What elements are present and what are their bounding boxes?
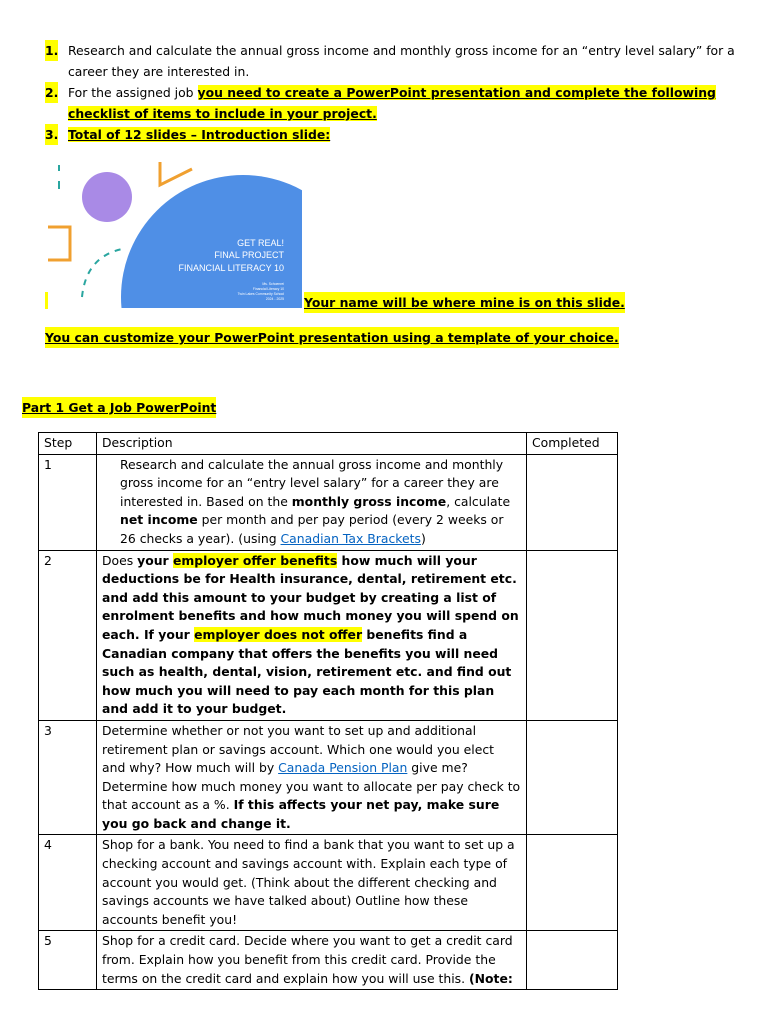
list-item-1-text: Research and calculate the annual gross income and monthly gross income for an “entry level salary” for a career they are interested in. [68,43,735,79]
checklist-table [38,432,618,990]
desc-highlight: employer offer benefits [172,552,338,568]
table-row [39,550,618,720]
step-description [97,720,527,835]
desc-text: , calculate [446,493,511,509]
desc-text: Research and calculate the annual gross income and monthly gross income for an “entry level salary” for a career they are interested in. Based on the [120,456,504,509]
desc-bold: (Note: [469,970,513,986]
desc-bold: monthly gross income [291,493,447,509]
table-row [39,931,618,990]
slide-author-line-4: 2024 - 2025 [265,297,284,301]
completed-cell[interactable] [527,454,618,550]
slide-title-line-1: GET REAL! [237,238,284,248]
table-header-row [39,433,618,455]
step-number: 3 [39,720,97,835]
list-item-2 [45,82,745,124]
table-row [39,720,618,835]
step-description [97,454,527,550]
name-note: Your name will be where mine is on this slide. [304,292,625,313]
desc-text: Determine whether or not you want to set up and additional retirement plan or savings account. Which one would you elect and why? How much will by [102,722,495,776]
header-description: Description [97,433,527,455]
step-number: 5 [39,931,97,990]
table-row [39,454,618,550]
instruction-list [45,40,745,145]
step-description [97,835,527,931]
customize-note: You can customize your PowerPoint presentation using a template of your choice. [45,327,619,348]
canada-pension-plan-link[interactable]: Canada Pension Plan [278,760,408,776]
list-number-2: 2. [45,82,58,103]
desc-text: Shop for a credit card. Decide where you want to get a credit card from. Explain how you benefit from this credit card. Provide the terms on the credit card and explain how you will use this. [102,933,513,986]
slide-title-line-3: FINANCIAL LITERACY 10 [178,263,284,273]
canadian-tax-brackets-link[interactable]: Canadian Tax Brackets [280,530,421,546]
list-item-3 [45,124,745,145]
step-number: 4 [39,835,97,931]
orange-angle-shape [160,162,192,185]
part-1-heading: Part 1 Get a Job PowerPoint [22,397,216,418]
step-description [97,550,527,720]
desc-text: ) [420,530,426,546]
step-description [97,931,527,990]
slide-artwork [48,157,302,308]
slide-author-line-1: Ms. Schoenrei [262,282,284,286]
list-item-2-highlight: you need to create a PowerPoint presentation and complete the following checklist of items to include in your project. [68,85,716,121]
desc-text: Does [102,552,138,568]
list-number-1: 1. [45,40,58,61]
header-step: Step [39,433,97,455]
table-row [39,835,618,931]
list-item-2-pre: For the assigned job [68,85,198,100]
intro-slide-thumbnail [48,157,302,308]
purple-circle-shape [82,172,132,222]
completed-cell[interactable] [527,720,618,835]
completed-cell[interactable] [527,931,618,990]
desc-highlight: employer does not offer [194,626,363,642]
slide-title-line-2: FINAL PROJECT [214,250,284,260]
list-number-3: 3. [45,124,58,145]
slide-author-line-2: Financial Literacy 10 [252,287,284,291]
list-item-1 [45,40,745,82]
desc-bold: benefits find a Canadian company that offers the benefits you will need such as health, dental, vision, retirement etc. and find out how much you will need to pay each month for this plan and add it to your budget. [102,626,512,717]
desc-bold: how much will your deductions be for Health insurance, dental, retirement etc. and add this amount to your budget by creating a list of enrolment benefits and how much money you will spend on each. If your [102,552,519,642]
desc-text: give me? Determine how much money you want to allocate per pay check to that account as a %. [102,760,521,813]
desc-bold: net income [120,512,198,528]
slide-author-line-3: Twin Lakes Community School [237,292,284,296]
list-item-3-text: Total of 12 slides – Introduction slide: [68,127,331,142]
teal-dashed-arc-shape [82,249,122,297]
step-number: 1 [39,454,97,550]
desc-bold: your [137,552,173,568]
orange-bracket-shape [48,227,70,260]
completed-cell[interactable] [527,835,618,931]
header-completed: Completed [527,433,618,455]
completed-cell[interactable] [527,550,618,720]
highlight-marker [45,292,48,309]
step-number: 2 [39,550,97,720]
desc-text: Shop for a bank. You need to find a bank that you want to set up a checking account and savings account with. Explain each type of account you would get. (Think about the different checking and savings accounts we have talked about) Outline how these accounts benefit you! [102,837,515,927]
desc-text: per month and per pay period (every 2 weeks or 26 checks a year). (using [120,512,504,546]
desc-bold: If this affects your net pay, make sure you go back and change it. [102,797,500,831]
